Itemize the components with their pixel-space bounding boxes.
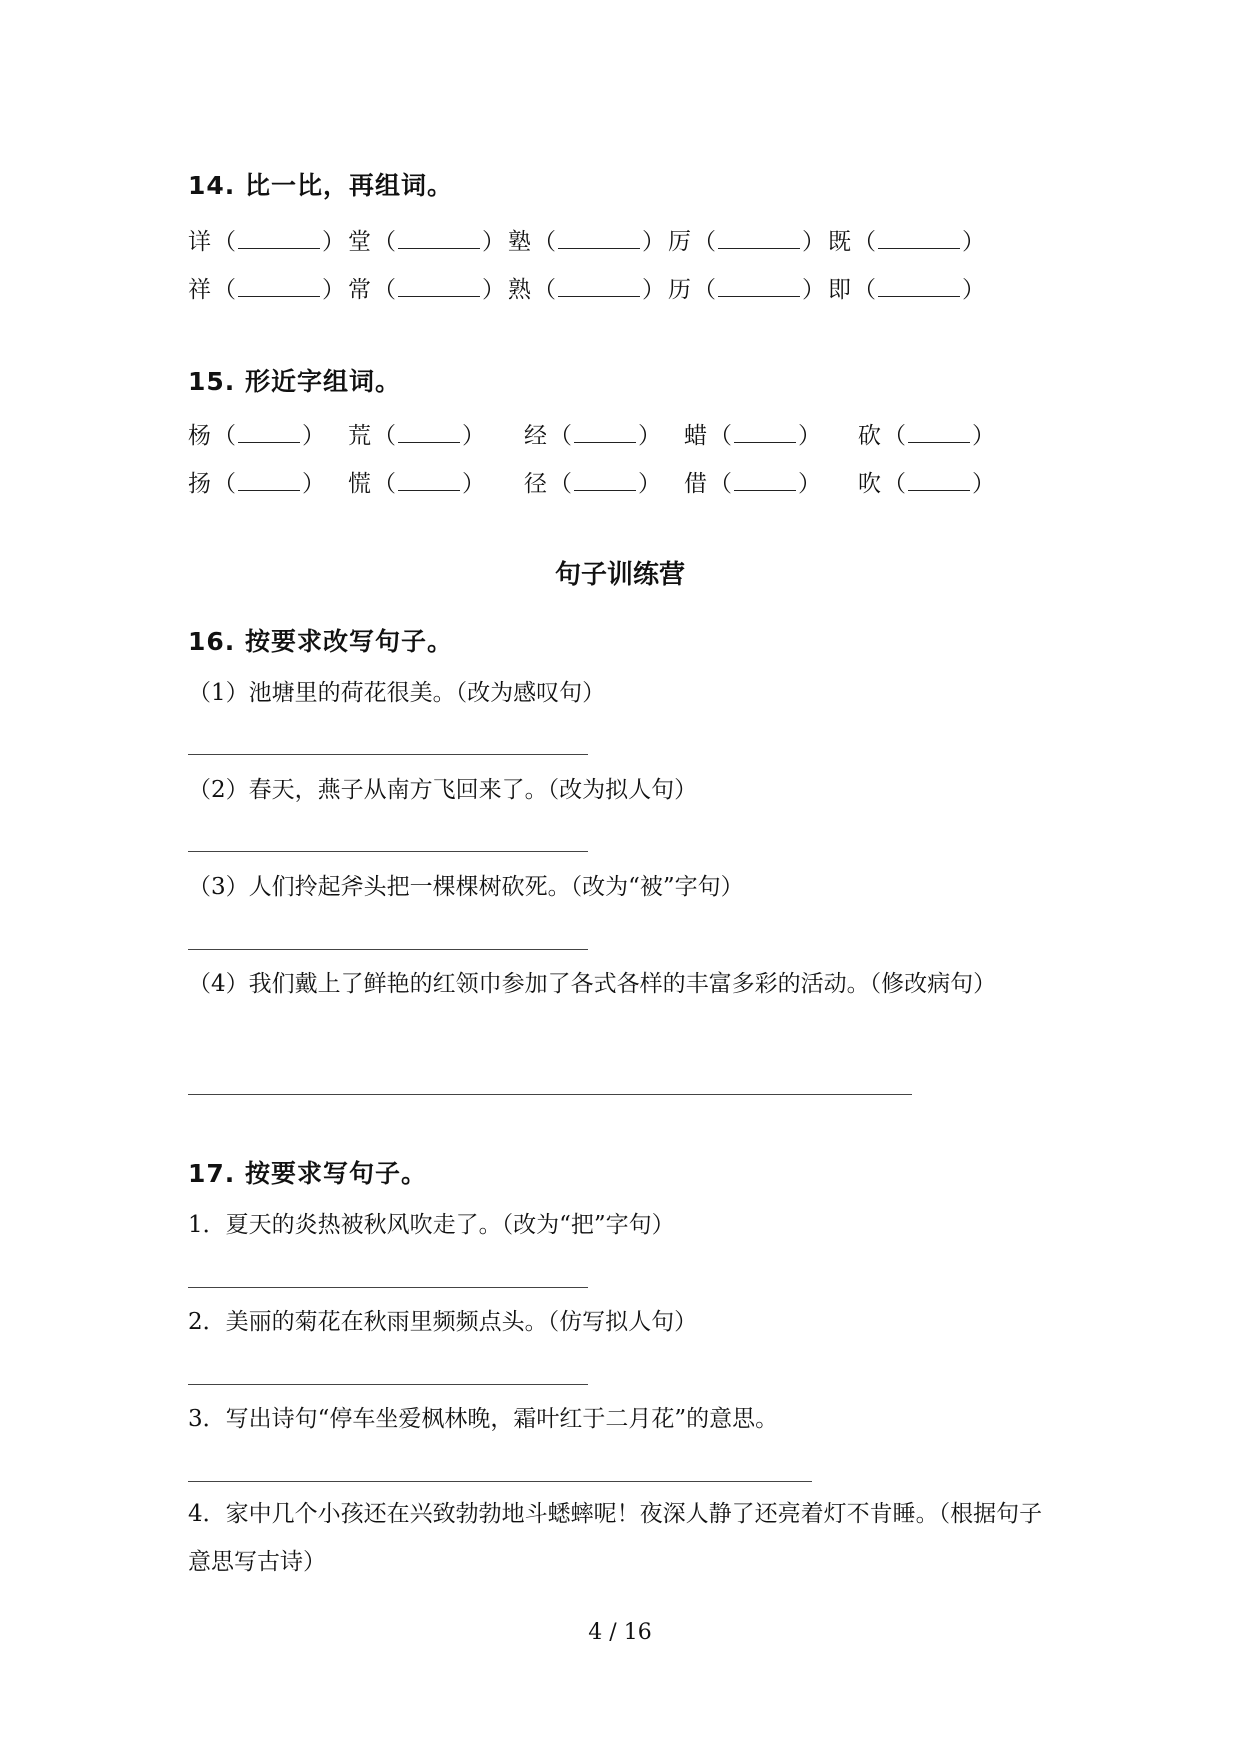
q15-char: 径 — [524, 470, 547, 497]
answer-blank[interactable] — [908, 424, 970, 443]
q14-cell: 塾 （ ） — [508, 223, 668, 256]
q14-cell: 常 （ ） — [348, 271, 508, 304]
page-number: 4 / 16 — [588, 1620, 652, 1645]
q14-cell: 详 （ ） — [188, 223, 348, 256]
q15-title: 15. 形近字组词。 — [188, 367, 401, 396]
q15-row-2 — [188, 466, 998, 496]
q15-cell: 径 （ ） — [524, 465, 684, 498]
answer-blank[interactable] — [878, 278, 960, 297]
q14-row-2 — [188, 272, 988, 302]
answer-blank[interactable] — [398, 472, 460, 491]
answer-line[interactable] — [188, 949, 588, 950]
q15-char: 扬 — [188, 470, 211, 497]
q15-char: 慌 — [348, 470, 371, 497]
q14-cell: 堂 （ ） — [348, 223, 508, 256]
q15-cell: 蜡 （ ） — [684, 417, 858, 450]
q14-char: 历 — [668, 276, 691, 303]
answer-blank[interactable] — [238, 230, 320, 249]
q15-char: 蜡 — [684, 422, 707, 449]
answer-blank[interactable] — [558, 278, 640, 297]
q15-cell: 砍 （ ） — [858, 417, 998, 450]
q14-cell: 熟 （ ） — [508, 271, 668, 304]
q17-title: 17. 按要求写句子。 — [188, 1159, 427, 1188]
q14-char: 既 — [828, 228, 851, 255]
q16-item-1: （1）池塘里的荷花很美。（改为感叹句） — [188, 680, 606, 706]
q14-cell: 即 （ ） — [828, 271, 988, 304]
answer-line[interactable] — [188, 851, 588, 852]
answer-blank[interactable] — [718, 278, 800, 297]
q14-char: 常 — [348, 276, 371, 303]
answer-blank[interactable] — [238, 472, 300, 491]
q15-char: 荒 — [348, 422, 371, 449]
q16-item-3: （3）人们拎起斧头把一棵棵树砍死。（改为“被”字句） — [188, 874, 744, 900]
answer-blank[interactable] — [908, 472, 970, 491]
q17-item-4: 4．家中几个小孩还在兴致勃勃地斗蟋蟀呢！夜深人静了还亮着灯不肯睡。（根据句子意思写古诗） — [188, 1501, 1043, 1575]
q15-cell: 吹 （ ） — [858, 465, 998, 498]
answer-blank[interactable] — [398, 278, 480, 297]
q17-item-1: 1．夏天的炎热被秋风吹走了。（改为“把”字句） — [188, 1212, 675, 1238]
answer-blank[interactable] — [734, 424, 796, 443]
answer-line[interactable] — [188, 1287, 588, 1288]
q14-cell: 祥 （ ） — [188, 271, 348, 304]
answer-blank[interactable] — [238, 278, 320, 297]
q15-char: 经 — [524, 422, 547, 449]
q14-cell: 历 （ ） — [668, 271, 828, 304]
q15-cell: 经 （ ） — [524, 417, 684, 450]
q15-char: 杨 — [188, 422, 211, 449]
q15-cell: 荒 （ ） — [348, 417, 524, 450]
q15-cell: 借 （ ） — [684, 465, 858, 498]
q16-title: 16. 按要求改写句子。 — [188, 627, 453, 656]
answer-line[interactable] — [188, 1094, 912, 1095]
q14-row-1 — [188, 224, 988, 254]
section-title: 句子训练营 — [554, 560, 685, 590]
q15-char: 吹 — [858, 470, 881, 497]
answer-blank[interactable] — [574, 424, 636, 443]
answer-line[interactable] — [188, 1481, 812, 1482]
q14-char: 详 — [188, 228, 211, 255]
q14-char: 祥 — [188, 276, 211, 303]
answer-blank[interactable] — [398, 230, 480, 249]
q14-char: 堂 — [348, 228, 371, 255]
q14-char: 即 — [828, 276, 851, 303]
q14-char: 熟 — [508, 276, 531, 303]
answer-blank[interactable] — [718, 230, 800, 249]
q14-cell: 既 （ ） — [828, 223, 988, 256]
q14-char: 厉 — [668, 228, 691, 255]
answer-line[interactable] — [188, 754, 588, 755]
answer-blank[interactable] — [558, 230, 640, 249]
answer-blank[interactable] — [398, 424, 460, 443]
answer-line[interactable] — [188, 1384, 588, 1385]
q14-cell: 厉 （ ） — [668, 223, 828, 256]
q15-row-1 — [188, 418, 998, 448]
answer-blank[interactable] — [238, 424, 300, 443]
answer-blank[interactable] — [878, 230, 960, 249]
q15-cell: 慌 （ ） — [348, 465, 524, 498]
answer-blank[interactable] — [574, 472, 636, 491]
q16-item-4: （4）我们戴上了鲜艳的红领巾参加了各式各样的丰富多彩的活动。（修改病句） — [188, 971, 997, 997]
answer-blank[interactable] — [734, 472, 796, 491]
q17-item-2: 2．美丽的菊花在秋雨里频频点头。（仿写拟人句） — [188, 1309, 698, 1335]
q16-item-2: （2）春天，燕子从南方飞回来了。（改为拟人句） — [188, 777, 698, 803]
q15-cell: 杨 （ ） — [188, 417, 348, 450]
q15-char: 借 — [684, 470, 707, 497]
q14-char: 塾 — [508, 228, 531, 255]
q14-title: 14. 比一比，再组词。 — [188, 171, 453, 200]
q17-item-3: 3．写出诗句“停车坐爱枫林晚，霜叶红于二月花”的意思。 — [188, 1406, 779, 1432]
q15-cell: 扬 （ ） — [188, 465, 348, 498]
q15-char: 砍 — [858, 422, 881, 449]
